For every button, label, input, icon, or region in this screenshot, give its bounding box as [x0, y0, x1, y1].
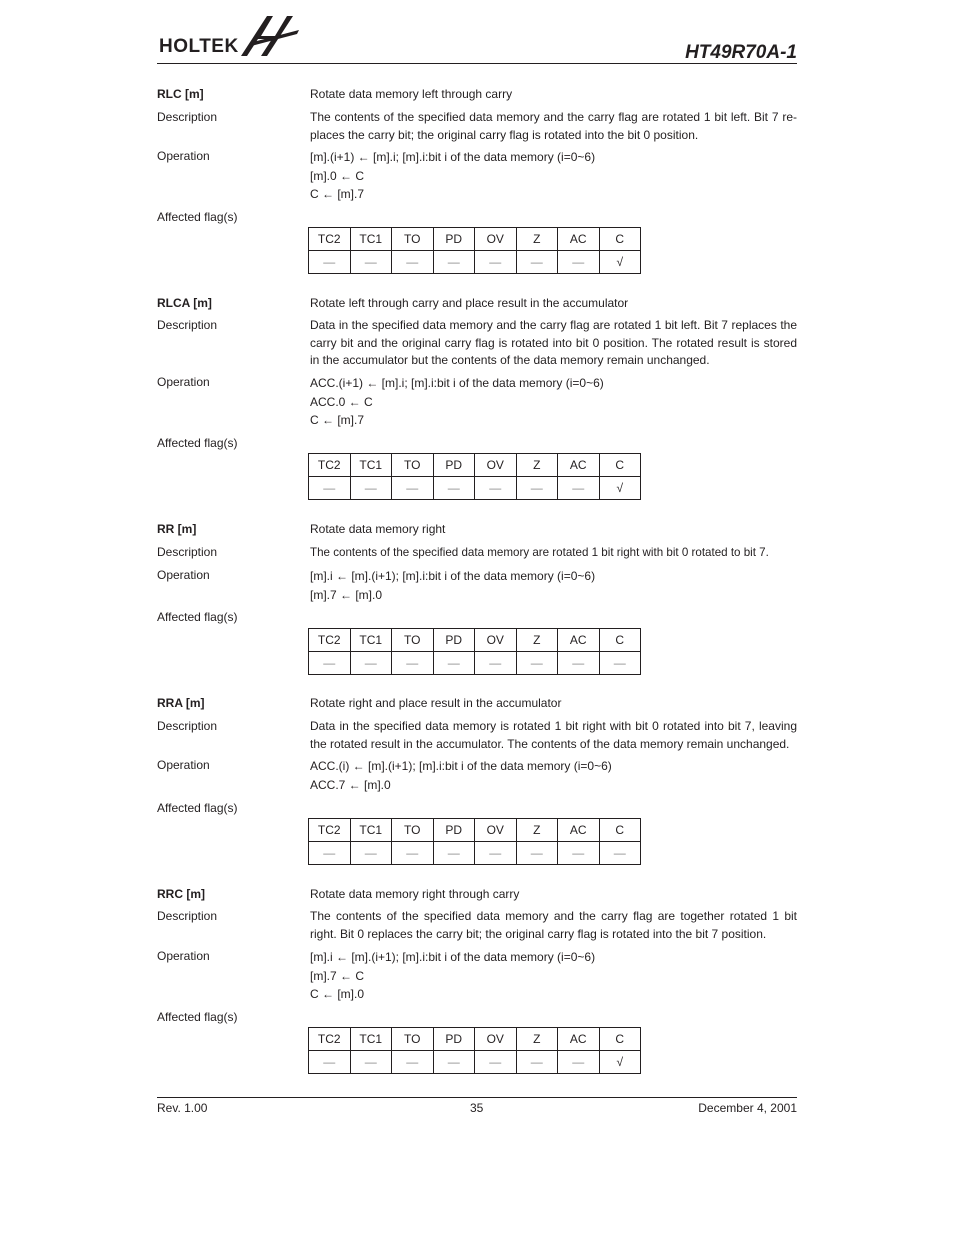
flags-header-row — [309, 228, 641, 251]
flag-value: — — [309, 1051, 351, 1074]
operation-line: C ← [m].7 — [310, 187, 365, 201]
flag-value: — — [350, 477, 392, 500]
operation-line: [m].(i+1) ← [m].i; [m].i:bit i of the data memory (i=0~6) — [310, 150, 596, 164]
operation-lines — [310, 148, 797, 204]
flag-value: — — [558, 1051, 600, 1074]
flags-value-row — [309, 1051, 641, 1074]
operation-line: C ← [m].7 — [310, 413, 365, 427]
description-label: Description — [157, 318, 218, 332]
flag-header: TO — [392, 454, 434, 477]
flags-header-row — [309, 454, 641, 477]
flag-value: — — [558, 842, 600, 865]
flags-header-row — [309, 819, 641, 842]
flags-table — [308, 818, 641, 865]
flag-value: — — [475, 477, 517, 500]
document-date: December 4, 2001 — [698, 1101, 797, 1115]
flag-value: — — [309, 251, 351, 274]
instruction-name: RRC [m] — [157, 887, 205, 901]
revision-label: Rev. 1.00 — [157, 1101, 208, 1115]
flag-value: — — [516, 1051, 558, 1074]
flag-header: C — [599, 819, 641, 842]
flag-header: C — [599, 228, 641, 251]
page-header — [157, 12, 797, 65]
flag-value: — — [392, 1051, 434, 1074]
description-label: Description — [157, 545, 218, 559]
instruction-name: RLC [m] — [157, 87, 204, 101]
operation-lines — [310, 948, 797, 1004]
flag-value: — — [475, 1051, 517, 1074]
flag-header: AC — [558, 228, 600, 251]
affected-flags-label: Affected flag(s) — [157, 436, 238, 450]
flag-header: TC1 — [350, 228, 392, 251]
operation-label: Operation — [157, 149, 210, 163]
instruction-name: RR [m] — [157, 522, 197, 536]
flags-table — [308, 1027, 641, 1074]
flag-header: C — [599, 629, 641, 652]
operation-line: ACC.0 ← C — [310, 394, 373, 409]
instruction-name: RLCA [m] — [157, 296, 212, 310]
affected-flags-label: Affected flag(s) — [157, 1010, 238, 1024]
flag-header: TC2 — [309, 629, 351, 652]
description-text: The contents of the specified data memory are rotated 1 bit right with bit 0 rotated to bit 7. — [310, 546, 769, 559]
flag-header: AC — [558, 1028, 600, 1051]
instruction-summary: Rotate left through carry and place result in the accumulator — [310, 296, 629, 310]
flags-header-row — [309, 629, 641, 652]
operation-label: Operation — [157, 758, 210, 772]
operation-lines — [310, 567, 797, 604]
header-divider — [157, 63, 797, 64]
flag-header: AC — [558, 629, 600, 652]
flag-header: Z — [516, 228, 558, 251]
flag-header: C — [599, 454, 641, 477]
flag-value: — — [516, 251, 558, 274]
flags-value-row — [309, 251, 641, 274]
flag-value: — — [599, 652, 641, 675]
flag-value: √ — [599, 477, 641, 500]
flags-table — [308, 628, 641, 675]
holtek-logo — [157, 12, 307, 62]
flag-header: PD — [433, 228, 475, 251]
flag-value: — — [392, 251, 434, 274]
flags-value-row — [309, 842, 641, 865]
flag-value: — — [433, 842, 475, 865]
flag-header: Z — [516, 629, 558, 652]
flag-header: TO — [392, 1028, 434, 1051]
affected-flags-label: Affected flag(s) — [157, 801, 238, 815]
operation-label: Operation — [157, 949, 210, 963]
flag-header: PD — [433, 819, 475, 842]
flag-value: — — [350, 251, 392, 274]
document-title: HT49R70A-1 — [685, 42, 797, 63]
footer-divider — [157, 1097, 797, 1098]
flag-header: TC1 — [350, 454, 392, 477]
flag-value: — — [433, 477, 475, 500]
instruction-name: RRA [m] — [157, 696, 205, 710]
flag-header: Z — [516, 819, 558, 842]
flag-header: TO — [392, 629, 434, 652]
flags-header-row — [309, 1028, 641, 1051]
flag-value: — — [350, 1051, 392, 1074]
logo-mark-icon — [239, 12, 301, 62]
flag-header: TC1 — [350, 819, 392, 842]
description-text: Data in the specified data memory and the carry flag are rotated 1 bit left. Bit 7 replaces the carry bit and the original carry flag is rotated into bit 0 position. The rotated result is stored in the accumulator but the contents of the data memory remain unchanged. — [310, 318, 797, 367]
flag-header: TC2 — [309, 1028, 351, 1051]
flag-header: OV — [475, 819, 517, 842]
flag-value: — — [350, 842, 392, 865]
flag-header: Z — [516, 1028, 558, 1051]
flag-header: Z — [516, 454, 558, 477]
flag-value: — — [433, 251, 475, 274]
operation-line: ACC.(i) ← [m].(i+1); [m].i:bit i of the data memory (i=0~6) — [310, 759, 612, 773]
flag-header: TO — [392, 819, 434, 842]
flag-header: TC2 — [309, 454, 351, 477]
operation-line: [m].7 ← C — [310, 968, 365, 983]
operation-line: [m].i ← [m].(i+1); [m].i:bit i of the data memory (i=0~6) — [310, 569, 596, 583]
flags-value-row — [309, 652, 641, 675]
flag-value: — — [599, 842, 641, 865]
operation-label: Operation — [157, 568, 210, 582]
flag-value: — — [433, 1051, 475, 1074]
flag-value: √ — [599, 251, 641, 274]
flag-header: C — [599, 1028, 641, 1051]
operation-lines — [310, 757, 797, 794]
operation-lines — [310, 374, 797, 430]
description-label: Description — [157, 110, 218, 124]
operation-label: Operation — [157, 375, 210, 389]
operation-line: C ← [m].0 — [310, 987, 365, 1001]
instruction-summary: Rotate right and place result in the accumulator — [310, 696, 562, 710]
flag-header: TC1 — [350, 1028, 392, 1051]
flags-table — [308, 227, 641, 274]
flag-value: — — [558, 652, 600, 675]
logo-text: HOLTEK — [159, 36, 239, 57]
operation-line: ACC.(i+1) ← [m].i; [m].i:bit i of the data memory (i=0~6) — [310, 376, 604, 390]
flag-header: TO — [392, 228, 434, 251]
flag-value: — — [392, 652, 434, 675]
flag-value: — — [516, 477, 558, 500]
flag-value: — — [516, 652, 558, 675]
flag-value: — — [309, 842, 351, 865]
operation-line: [m].0 ← C — [310, 168, 365, 183]
flag-value: — — [558, 477, 600, 500]
flags-table — [308, 453, 641, 500]
flag-header: AC — [558, 454, 600, 477]
flag-value: — — [516, 842, 558, 865]
flag-value: — — [475, 842, 517, 865]
description-label: Description — [157, 909, 218, 923]
operation-line: ACC.7 ← [m].0 — [310, 777, 391, 792]
affected-flags-label: Affected flag(s) — [157, 210, 238, 224]
flag-value: √ — [599, 1051, 641, 1074]
operation-line: [m].7 ← [m].0 — [310, 587, 383, 602]
flag-value: — — [392, 477, 434, 500]
flag-header: PD — [433, 629, 475, 652]
instruction-summary: Rotate data memory right through carry — [310, 887, 520, 901]
flag-header: OV — [475, 1028, 517, 1051]
description-label: Description — [157, 719, 218, 733]
description-text: The contents of the specified data memory and the carry flag are together rotated 1 bit right. Bit 0 replaces the carry bit; the original carry flag is rotated into the bit 7 position. — [310, 909, 797, 941]
page-number: 35 — [470, 1101, 484, 1115]
flag-header: TC2 — [309, 819, 351, 842]
flag-header: TC1 — [350, 629, 392, 652]
flag-value: — — [558, 251, 600, 274]
flag-value: — — [309, 652, 351, 675]
flag-value: — — [350, 652, 392, 675]
flag-header: OV — [475, 228, 517, 251]
flag-value: — — [392, 842, 434, 865]
flags-value-row — [309, 477, 641, 500]
flag-value: — — [475, 251, 517, 274]
affected-flags-label: Affected flag(s) — [157, 610, 238, 624]
flag-header: PD — [433, 1028, 475, 1051]
instruction-summary: Rotate data memory right — [310, 522, 446, 536]
description-text: The contents of the specified data memory and the carry flag are rotated 1 bit left. Bit 7 re-places the carry bit; the original carry flag is rotated into the bit 0 position. — [310, 110, 797, 142]
flag-value: — — [433, 652, 475, 675]
flag-value: — — [475, 652, 517, 675]
flag-header: PD — [433, 454, 475, 477]
flag-header: OV — [475, 629, 517, 652]
flag-value: — — [309, 477, 351, 500]
flag-header: AC — [558, 819, 600, 842]
flag-header: OV — [475, 454, 517, 477]
description-text: Data in the specified data memory is rotated 1 bit right with bit 0 rotated into bit 7, leaving the rotated result in the accumulator. The contents of the data memory remain unchanged. — [310, 719, 797, 751]
operation-line: [m].i ← [m].(i+1); [m].i:bit i of the data memory (i=0~6) — [310, 950, 596, 964]
instruction-summary: Rotate data memory left through carry — [310, 87, 513, 101]
flag-header: TC2 — [309, 228, 351, 251]
